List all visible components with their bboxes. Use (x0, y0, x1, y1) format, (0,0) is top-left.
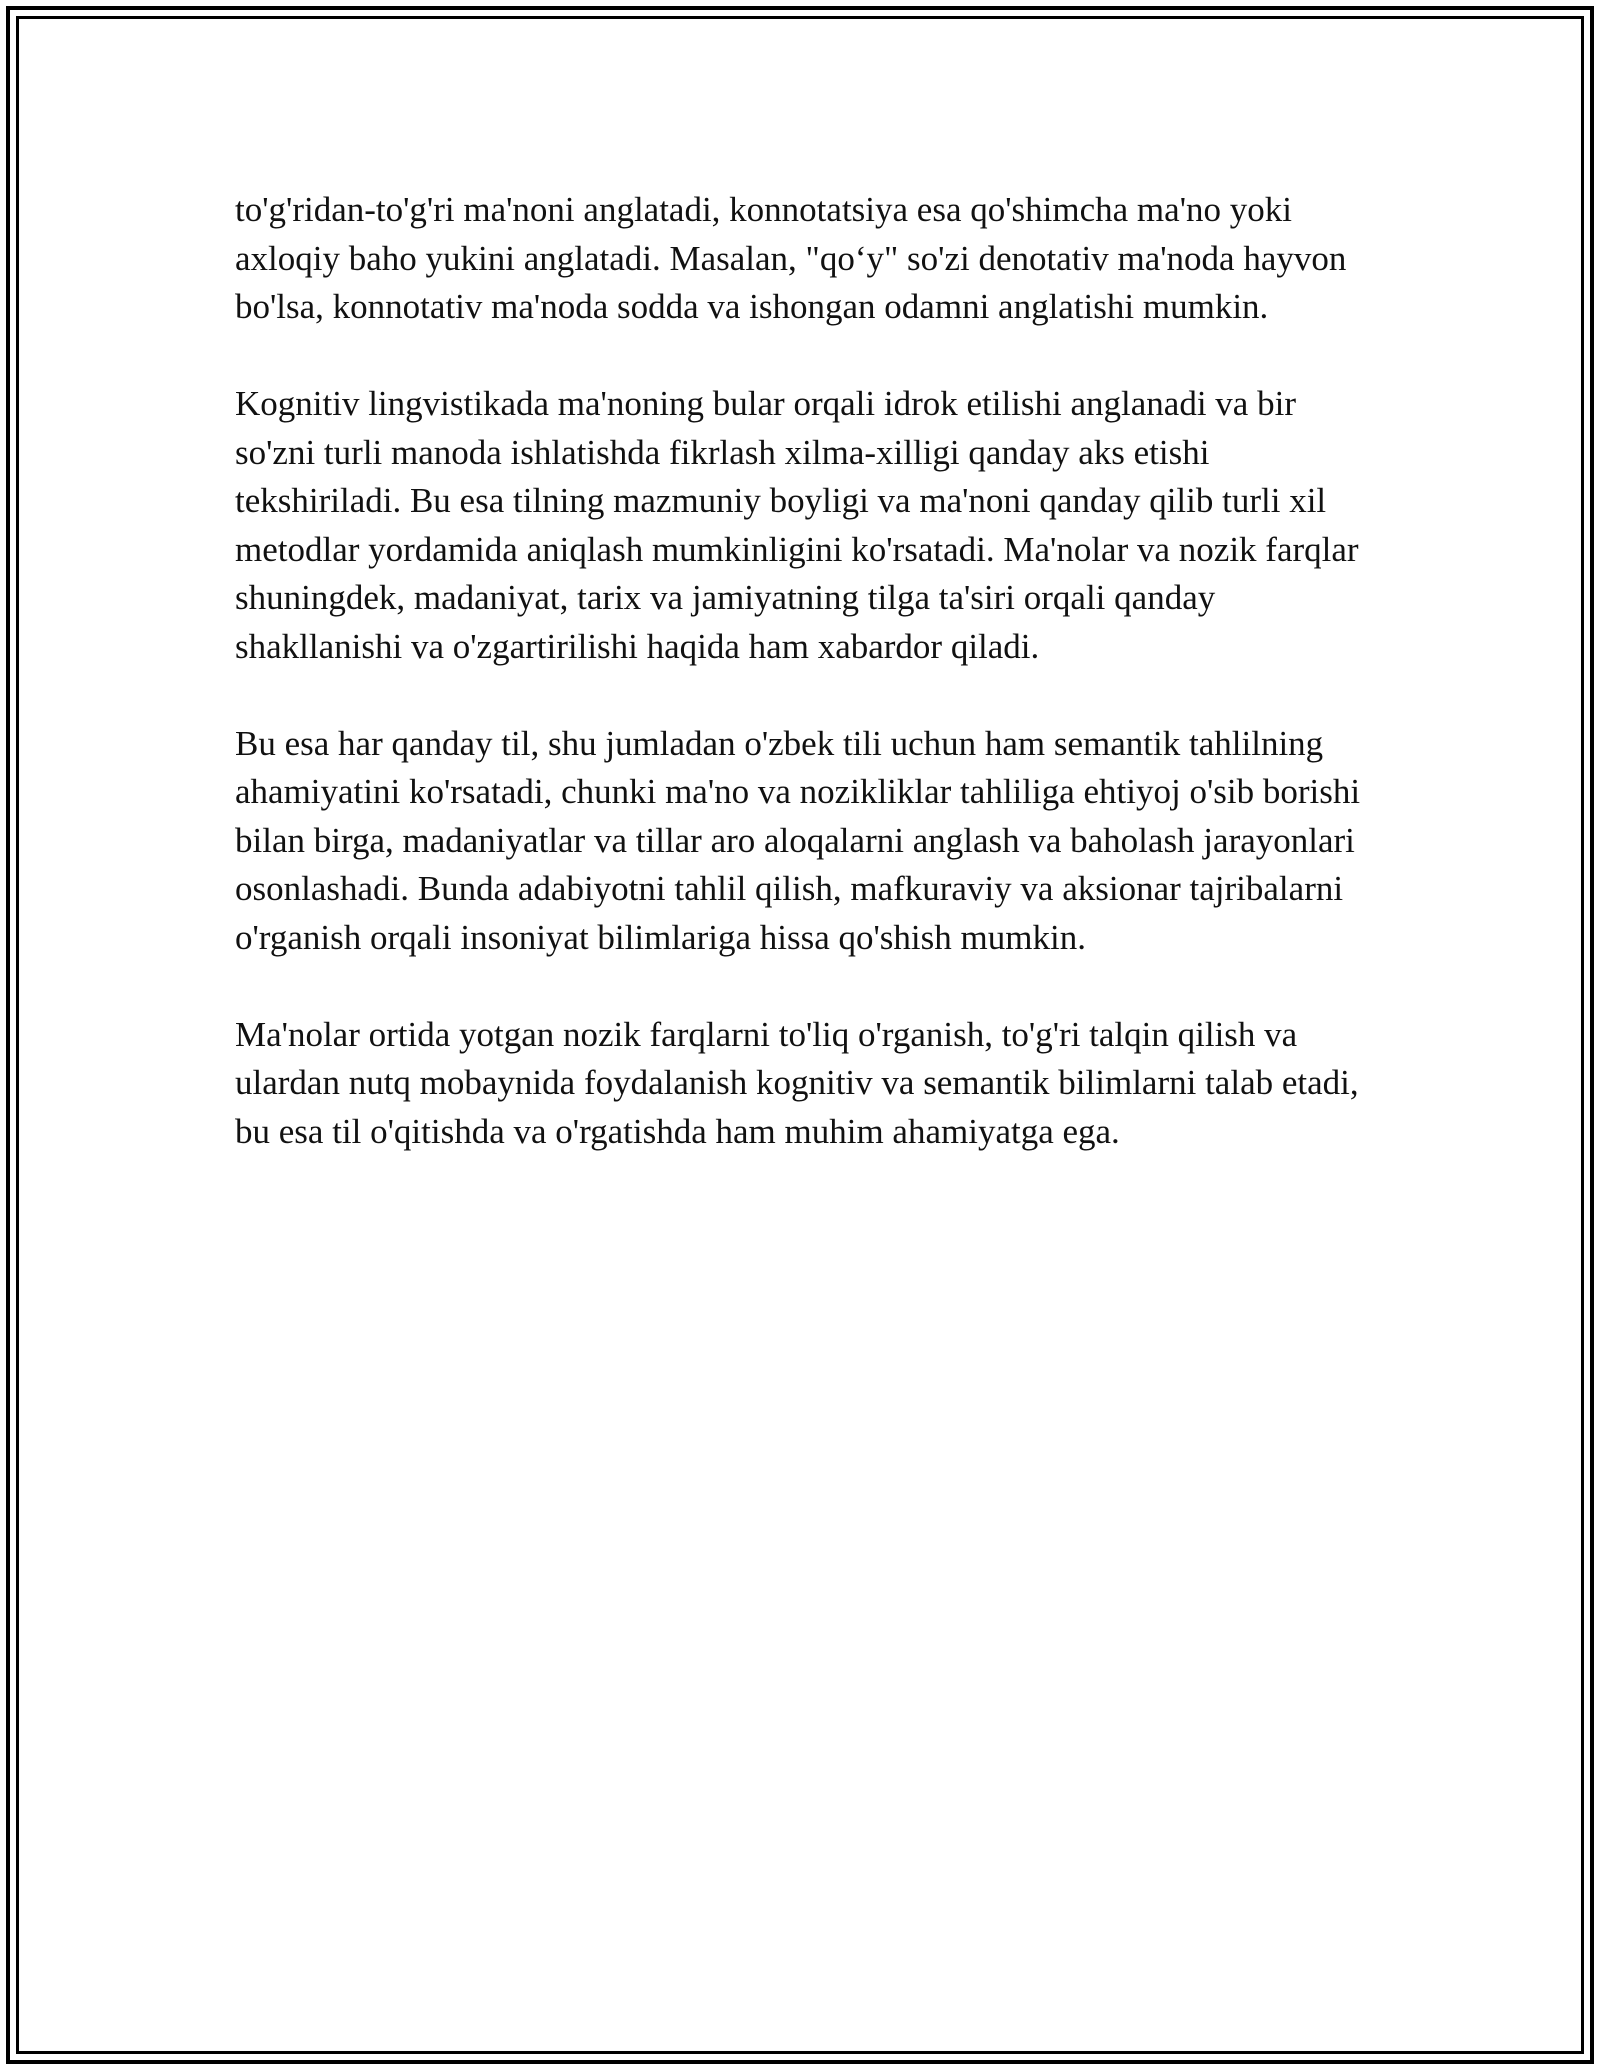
paragraph-2: Kognitiv lingvistikada ma'noning bular orqali idrok etilishi anglanadi va bir so'zni turli manoda ishlatishda fikrlash xilma-xilligi qanday aks etishi tekshiriladi. Bu esa tilning mazmuniy boyligi va ma'noni qanday qilib turli xil metodlar yordamida aniqlash mumkinligini ko'rsatadi. Ma'nolar va nozik farqlar shuningdek, madaniyat, tarix va jamiyatning tilga ta'siri orqali qanday shakllanishi va o'zgartirilishi haqida ham xabardor qiladi. (235, 384, 1359, 666)
paragraph-3: Bu esa har qanday til, shu jumladan o'zbek tili uchun ham semantik tahlilning ahamiyatini ko'rsatadi, chunki ma'no va nozikliklar tahliliga ehtiyoj o'sib borishi bilan birga, madaniyatlar va tillar aro aloqalarni anglash va baholash jarayonlari osonlashadi. Bunda adabiyotni tahlil qilish, mafkuraviy va aksionar tajribalarni o'rganish orqali insoniyat bilimlariga hissa qo'shish mumkin. (235, 723, 1361, 957)
paragraph-4: Ma'nolar ortida yotgan nozik farqlarni to'liq o'rganish, to'g'ri talqin qilish va ulardan nutq mobaynida foydalanish kognitiv va semantik bilimlarni talab etadi, bu esa til o'qitishda va o'rgatishda ham muhim ahamiyatga ega. (235, 1014, 1359, 1151)
document-body (235, 186, 1365, 1156)
paragraph-1: to'g'ridan-to'g'ri ma'noni anglatadi, konnotatsiya esa qo'shimcha ma'no yoki axloqiy baho yukini anglatadi. Masalan, "qo‘y" so'zi denotativ ma'noda hayvon bo'lsa, konnotativ ma'noda sodda va ishongan odamni anglatishi mumkin. (235, 190, 1347, 326)
